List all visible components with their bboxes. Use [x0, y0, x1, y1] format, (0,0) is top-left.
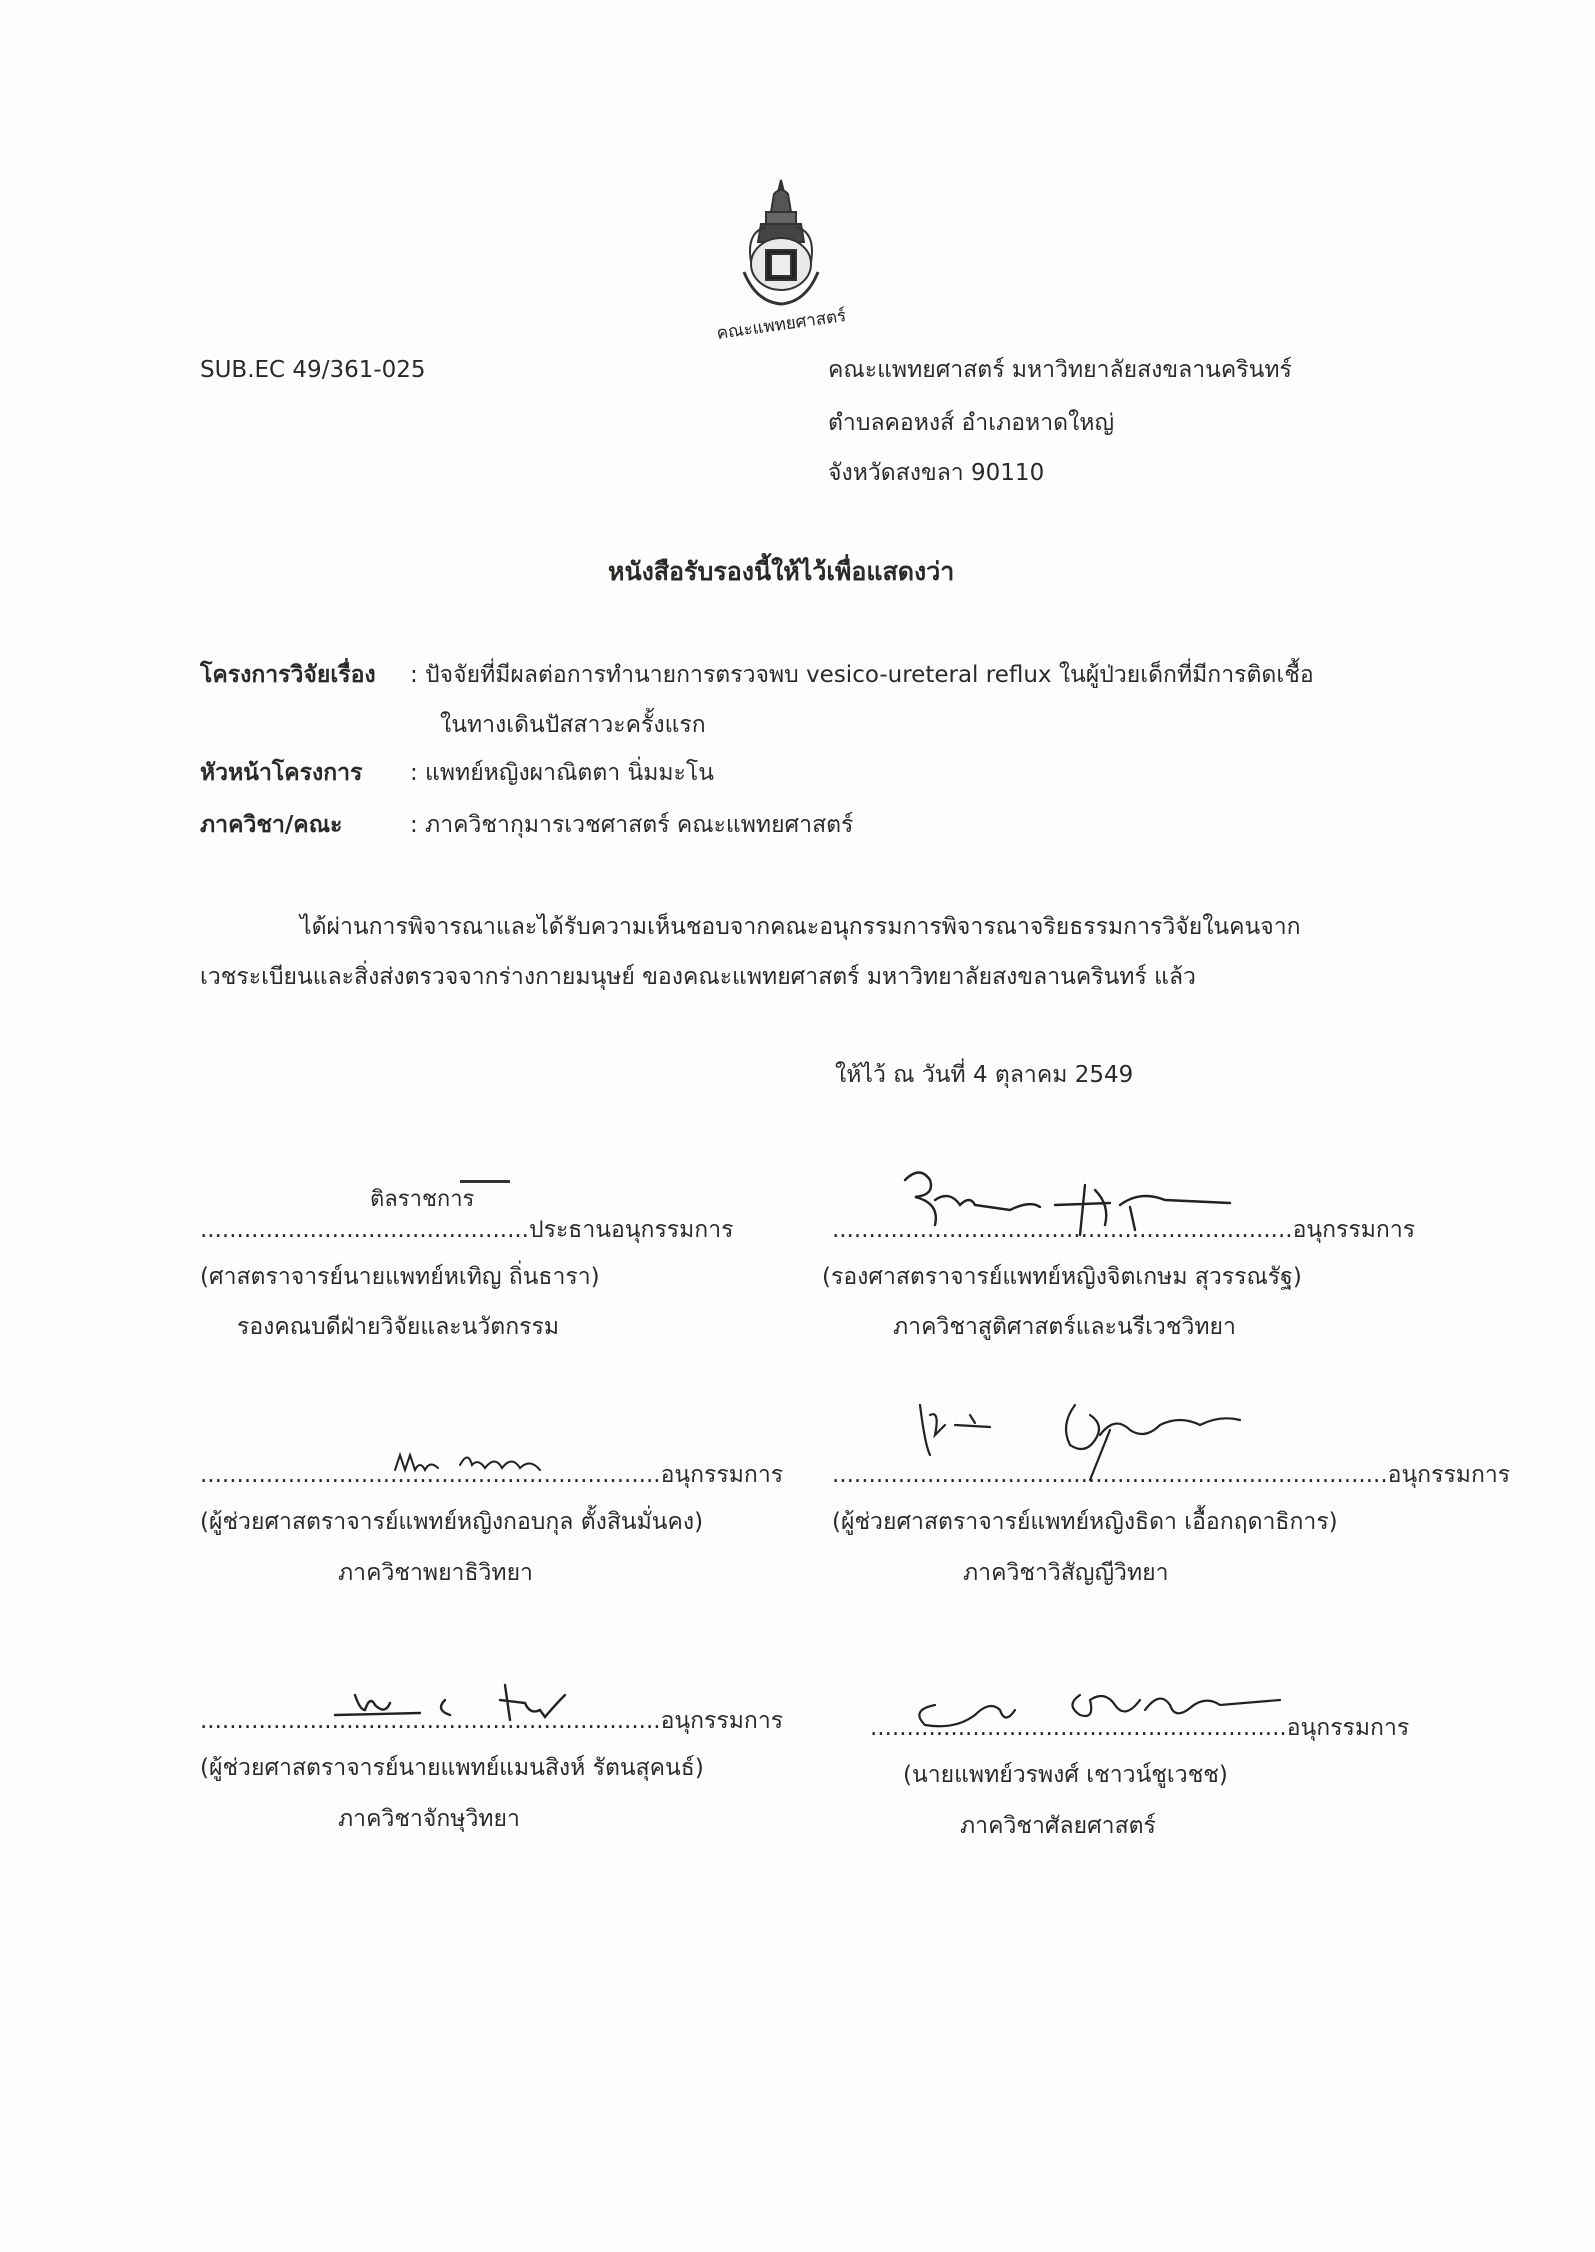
signatory-5-position: ภาควิชาจักษุวิทยา: [338, 1806, 520, 1832]
signatory-2-name: (รองศาสตราจารย์แพทย์หญิงจิตเกษม สุวรรณรัฐ): [822, 1264, 1302, 1290]
signatory-1-name: (ศาสตราจารย์นายแพทย์หเทิญ ถิ่นธารา): [200, 1264, 600, 1290]
signature-line-1: .............................................ประธานอนุกรรมการ: [200, 1217, 734, 1243]
signature-line-3: ...............................................................อนุกรรมการ: [200, 1462, 784, 1488]
body-line-1: ได้ผ่านการพิจารณาและได้รับความเห็นชอบจากคณะอนุกรรมการพิจารณาจริยธรรมการวิจัยในคนจาก: [300, 914, 1301, 940]
seal-text: คณะแพทยศาสตร์: [715, 305, 848, 344]
signatory-4-name: (ผู้ช่วยศาสตราจารย์แพทย์หญิงธิดา เอื้อกฤดาธิการ): [832, 1509, 1338, 1535]
address-line-3: จังหวัดสงขลา 90110: [828, 460, 1045, 486]
address-line-2: ตำบลคอหงส์ อำเภอหาดใหญ่: [828, 410, 1115, 436]
signature-line-5: ...............................................................อนุกรรมการ: [200, 1708, 784, 1734]
project-value-line-1: : ปัจจัยที่มีผลต่อการทำนายการตรวจพบ vesico-ureteral reflux ในผู้ป่วยเด็กที่มีการติดเชื้อ: [410, 662, 1314, 688]
body-line-2: เวชระเบียนและสิ่งส่งตรวจจากร่างกายมนุษย์ ของคณะแพทยศาสตร์ มหาวิทยาลัยสงขลานครินทร์ แล้ว: [200, 964, 1196, 990]
project-label: โครงการวิจัยเรื่อง: [200, 662, 376, 688]
department-value: : ภาควิชากุมารเวชศาสตร์ คณะแพทยศาสตร์: [410, 812, 854, 838]
address-line-1: คณะแพทยศาสตร์ มหาวิทยาลัยสงขลานครินทร์: [828, 357, 1292, 383]
faculty-seal-logo: [706, 172, 856, 347]
signatory-3-position: ภาควิชาพยาธิวิทยา: [338, 1560, 533, 1586]
signatory-5-name: (ผู้ช่วยศาสตราจารย์นายแพทย์แมนสิงห์ รัตนสุคนธ์): [200, 1755, 704, 1781]
signature-line-6: .........................................................อนุกรรมการ: [870, 1715, 1410, 1741]
signature-1-text: ติลราชการ: [370, 1187, 475, 1212]
issue-date: ให้ไว้ ณ วันที่ 4 ตุลาคม 2549: [835, 1062, 1134, 1088]
signatory-1-position: รองคณบดีฝ่ายวิจัยและนวัตกรรม: [237, 1314, 560, 1340]
document-title: หนังสือรับรองนี้ให้ไว้เพื่อแสดงว่า: [608, 557, 955, 586]
signatory-6-position: ภาควิชาศัลยศาสตร์: [960, 1813, 1156, 1839]
head-label: หัวหน้าโครงการ: [200, 760, 363, 786]
signature-line-4: ............................................................................อนุกรรมการ: [832, 1462, 1511, 1488]
signatory-6-name: (นายแพทย์วรพงศ์ เชาวน์ชูเวชช): [903, 1762, 1228, 1788]
signatory-3-name: (ผู้ช่วยศาสตราจารย์แพทย์หญิงกอบกุล ตั้งสินมั่นคง): [200, 1509, 704, 1535]
head-value: : แพทย์หญิงผาณิตตา นิ่มมะโน: [410, 760, 714, 786]
department-label: ภาควิชา/คณะ: [200, 812, 343, 838]
signatory-4-position: ภาควิชาวิสัญญีวิทยา: [963, 1560, 1169, 1586]
signature-line-2: ...............................................................อนุกรรมการ: [832, 1217, 1416, 1243]
signatory-2-position: ภาควิชาสูติศาสตร์และนรีเวชวิทยา: [893, 1314, 1236, 1340]
reference-number: SUB.EC 49/361-025: [200, 357, 426, 383]
project-value-line-2: ในทางเดินปัสสาวะครั้งแรก: [440, 712, 706, 738]
signature-1-stroke: [460, 1180, 510, 1183]
